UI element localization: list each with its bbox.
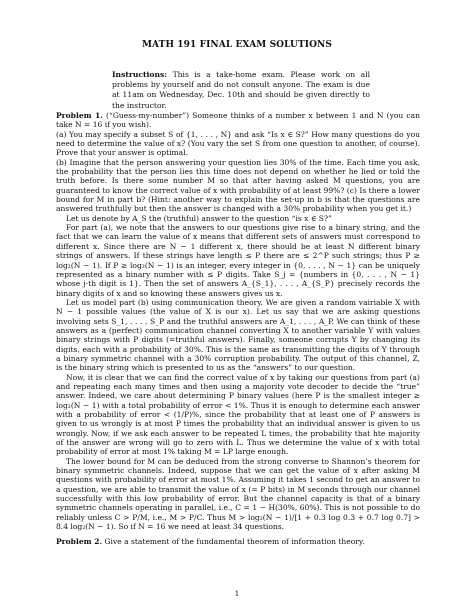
page-number: 1: [234, 590, 240, 598]
problem-1-part-a: (a) You may specify a subset S of {1, . . . , N} and ask “Is x ∈ S?” How many questions do you need to determine the value of x? (You vary the set S from one question to another, of course). Prove that your answer is optimal.: [56, 129, 420, 158]
solution-paragraph-5: The lower bound for M can be deduced from the strong converse to Shannon’s theorem for binary symmetric channels. Indeed, suppose that we can get the value of x after asking M questions with probability of error at most 1%. Assuming it takes 1 second to get an answer to a question, we are able to transmit the value of x (= P bits) in M seconds through our channel successfully with this low probability of error. But the channel capacity is that of a binary symmetric channels operating in parallel, i.e., C = 1 − H(30%, 60%). This is not possible to do reliably unless C > P/M, i.e., M > P/C. Thus M > log₂(N − 1)/[1 + 0.3 log 0.3 + 0.7 log 0.7] > 8.4 log₂(N − 1). So if N = 16 we need at least 34 questions.: [56, 456, 420, 532]
problem-2-statement: [56, 537, 420, 546]
instructions-text: This is a take-home exam. Please work on all problems by yourself and do not consult anyone. The exam is due at 11am on Wednesday, Dec. 10th and should be given directly to the instructor.: [112, 70, 370, 110]
problem-1-statement: [56, 111, 420, 130]
problem-1-label: Problem 1.: [56, 111, 103, 120]
solution-paragraph-1: Let us denote by A_S the (truthful) answer to the question “is x ∈ S?”: [66, 213, 332, 223]
problem-1-text: (“Guess-my-number”) Someone thinks of a number x between 1 and N (you can take N = 16 if you wish).: [56, 111, 420, 130]
solutions-body: [56, 111, 420, 547]
solution-paragraph-2: For part (a), we note that the answers to our questions give rise to a binary string, and the fact that we can learn the value of x means that different sets of answers must correspond to different x. Since there are N − 1 different x, there should be at least N different binary strings of answers. If these strings have length ≤ P there are ≤ 2^P such strings; thus P ≥ log₂(N − 1). If P ≥ log₂(N − 1) is an integer, every integer in {0, . . . , N − 1} can be uniquely represented as a binary number with ≤ P digits. Take S_j = {numbers in {0, . . . , N − 1} whose j-th digit is 1}. Then the set of answers A_{S_1}, . . . , A_{S_P} precisely records the binary digits of x and so knowing these answers gives us x.: [56, 223, 420, 298]
page-title: MATH 191 FINAL EXAM SOLUTIONS: [142, 40, 332, 50]
solution-paragraph-4: Now, it is clear that we can find the correct value of x by taking our questions from part (a) and repeating each many times and then using a majority vote decoder to decide the “true” answer. Indeed, we care about determining P binary values (here P is the smallest integer ≥ log₂(N − 1) with a total probability of error < 1%. Thus it is enough to determine each answer with a probability of error < (1/P)%, since the probability that at least one of P answers is given to us wrongly is at most P times the probability that an individual answer is given to us wrongly. Now, if we ask each answer to be repeated L times, the probability that hte majority of the answer are wrong will go to zero with L. Thus we determine the value of x with total probability of error at most 1% taking M = LP large enough.: [56, 372, 420, 457]
problem-2-label: Problem 2.: [56, 537, 103, 547]
problem-2-text: Give a statement of the fundamental theorem of information theory.: [104, 537, 365, 547]
instructions-block: [112, 70, 370, 111]
solution-paragraph-3: Let us model part (b) using communication theory. We are given a random vairiable X with N − 1 possible values (the value of X is our x). Let us say that we are asking questions involving sets S_1, . . . , S_P and the truthful answers are A_1, . . . , A_P. We can think of these answers as a (perfect) communication channel converting X to another variable Y with values binary strings with P digits (=truthful answers). Finally, someone corrupts Y by changing its digits, each with a probability of 30%. This is the same as transmitting the digits of Y through a binary symmetric channel with a 30% corruption probability. The output of this channel, Z, is the binary string which is presented to us as the “answers” to our question.: [56, 297, 420, 373]
instructions-label: Instructions:: [112, 70, 168, 79]
problem-1-part-b: (b) Imagine that the person answering your question lies 30% of the time. Each time you ask, the probability that the person lies this time does not depend on whether he lied or told the truth before. Is there some number M so that after having asked M questions, you are guaranteed to know the correct value of x with probability of at least 99%? (c) Is there a lower bound for M in part b? (Hint: another way to explain the set-up in b is that the questions are answered truthfully but then the answer is changed with a 30% probability when you get it.): [56, 157, 420, 214]
